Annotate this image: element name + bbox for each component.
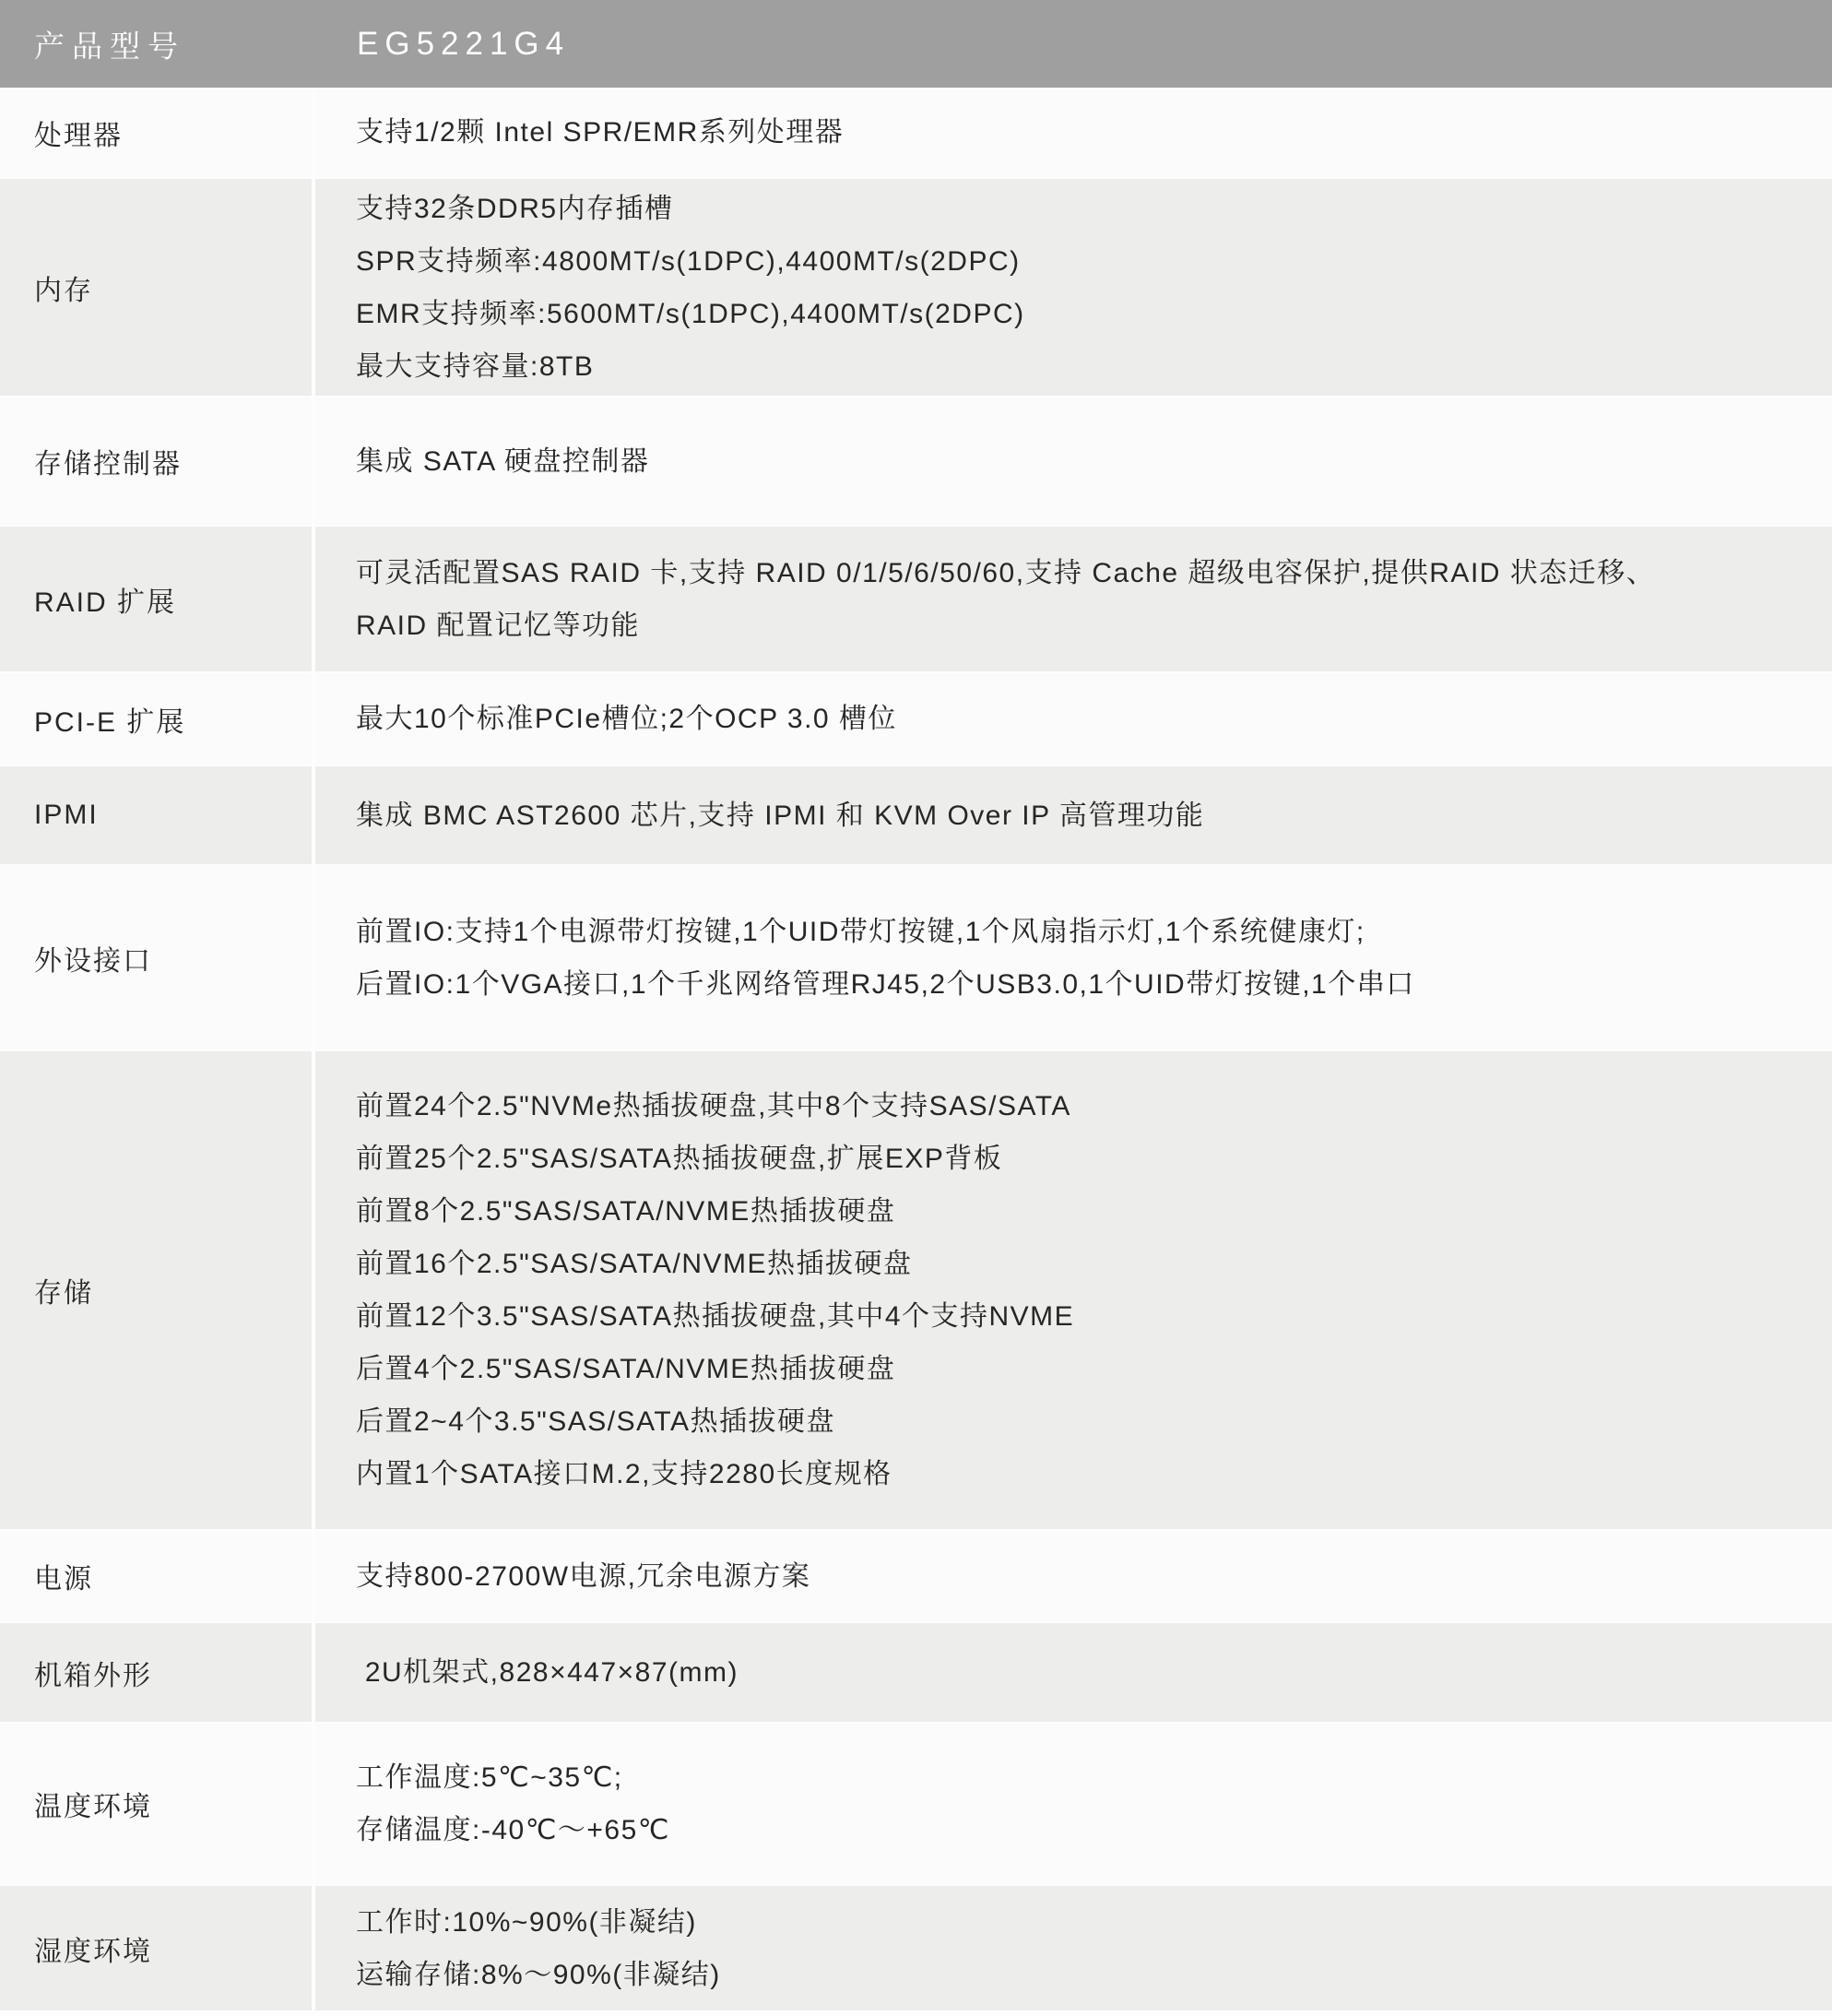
spec-value — [315, 673, 1832, 765]
spec-label: 内存 — [0, 179, 312, 396]
spec-row-chassis — [0, 1623, 1832, 1722]
spec-value — [315, 179, 1832, 396]
spec-row-humidity — [0, 1886, 1832, 2010]
spec-value-line: 内置1个SATA接口M.2,支持2280长度规格 — [356, 1459, 892, 1489]
table-header — [0, 0, 1832, 88]
spec-label: 处理器 — [0, 88, 312, 177]
spec-value-line: 最大10个标准PCIe槽位;2个OCP 3.0 槽位 — [356, 704, 897, 734]
spec-row-temperature — [0, 1724, 1832, 1884]
spec-row-io-ports — [0, 866, 1832, 1050]
spec-value-line: SPR支持频率:4800MT/s(1DPC),4400MT/s(2DPC) — [356, 245, 1021, 277]
spec-row-raid — [0, 527, 1832, 671]
spec-value — [315, 1051, 1832, 1529]
spec-value-line: 后置4个2.5"SAS/SATA/NVME热插拔硬盘 — [356, 1354, 896, 1384]
spec-value-line: 前置16个2.5"SAS/SATA/NVME热插拔硬盘 — [356, 1249, 913, 1279]
product-model-label: 产品型号 — [34, 29, 185, 63]
spec-value-line: 2U机架式,828×447×87(mm) — [356, 1657, 739, 1688]
spec-row-storage — [0, 1051, 1832, 1529]
spec-value-line: 后置IO:1个VGA接口,1个千兆网络管理RJ45,2个USB3.0,1个UID带灯按键,1个串口 — [356, 968, 1415, 1000]
spec-value — [315, 1886, 1832, 2010]
spec-label: IPMI — [0, 766, 312, 864]
spec-value-line: 工作时:10%~90%(非凝结) — [356, 1906, 697, 1938]
spec-value-line: 存储温度:-40℃〜+65℃ — [356, 1815, 670, 1845]
spec-value-line: 支持32条DDR5内存插槽 — [356, 193, 674, 224]
product-model-value: EG5221G4 — [357, 25, 571, 62]
spec-value-line: 前置12个3.5"SAS/SATA热插拔硬盘,其中4个支持NVME — [356, 1301, 1075, 1332]
spec-value-line: 集成 SATA 硬盘控制器 — [356, 445, 650, 477]
spec-label: 存储 — [0, 1051, 312, 1529]
spec-value — [315, 1623, 1832, 1722]
spec-row-storage-controller — [0, 397, 1832, 525]
spec-value-line: EMR支持频率:5600MT/s(1DPC),4400MT/s(2DPC) — [356, 298, 1025, 329]
spec-value — [315, 88, 1832, 177]
spec-value-line: 支持800-2700W电源,冗余电源方案 — [356, 1560, 811, 1592]
spec-value-line: 运输存储:8%〜90%(非凝结) — [356, 1959, 721, 1990]
spec-label: 电源 — [0, 1531, 312, 1621]
spec-value-line: 后置2~4个3.5"SAS/SATA热插拔硬盘 — [356, 1406, 836, 1437]
spec-value — [315, 766, 1832, 864]
spec-row-cpu — [0, 88, 1832, 177]
spec-value-line: 前置24个2.5"NVMe热插拔硬盘,其中8个支持SAS/SATA — [356, 1091, 1071, 1121]
spec-value-line: 集成 BMC AST2600 芯片,支持 IPMI 和 KVM Over IP 高管理功能 — [356, 800, 1205, 831]
spec-value-line: 前置IO:支持1个电源带灯按键,1个UID带灯按键,1个风扇指示灯,1个系统健康灯; — [356, 916, 1365, 947]
spec-label: 湿度环境 — [0, 1886, 312, 2010]
spec-label: 外设接口 — [0, 866, 312, 1050]
spec-row-pcie — [0, 673, 1832, 765]
spec-label: PCI-E 扩展 — [0, 673, 312, 765]
spec-value — [315, 1531, 1832, 1621]
spec-value — [315, 397, 1832, 525]
spec-label: 温度环境 — [0, 1724, 312, 1884]
spec-value-line: 最大支持容量:8TB — [356, 350, 595, 382]
spec-value — [315, 527, 1832, 671]
spec-label: 存储控制器 — [0, 397, 312, 525]
spec-row-ipmi — [0, 766, 1832, 864]
spec-value — [315, 1724, 1832, 1884]
spec-value-line: 可灵活配置SAS RAID 卡,支持 RAID 0/1/5/6/50/60,支持 Cache 超级电容保护,提供RAID 状态迁移、 — [356, 557, 1656, 588]
spec-value — [315, 866, 1832, 1050]
spec-row-memory — [0, 179, 1832, 396]
spec-label: RAID 扩展 — [0, 527, 312, 671]
spec-value-line: RAID 配置记忆等功能 — [356, 610, 641, 641]
spec-value-line: 前置25个2.5"SAS/SATA热插拔硬盘,扩展EXP背板 — [356, 1144, 1003, 1174]
spec-value-line: 支持1/2颗 Intel SPR/EMR系列处理器 — [356, 117, 845, 148]
spec-label: 机箱外形 — [0, 1623, 312, 1722]
spec-value-line: 工作温度:5℃~35℃; — [356, 1762, 623, 1793]
spec-row-power — [0, 1531, 1832, 1621]
spec-value-line: 前置8个2.5"SAS/SATA/NVME热插拔硬盘 — [356, 1196, 896, 1227]
